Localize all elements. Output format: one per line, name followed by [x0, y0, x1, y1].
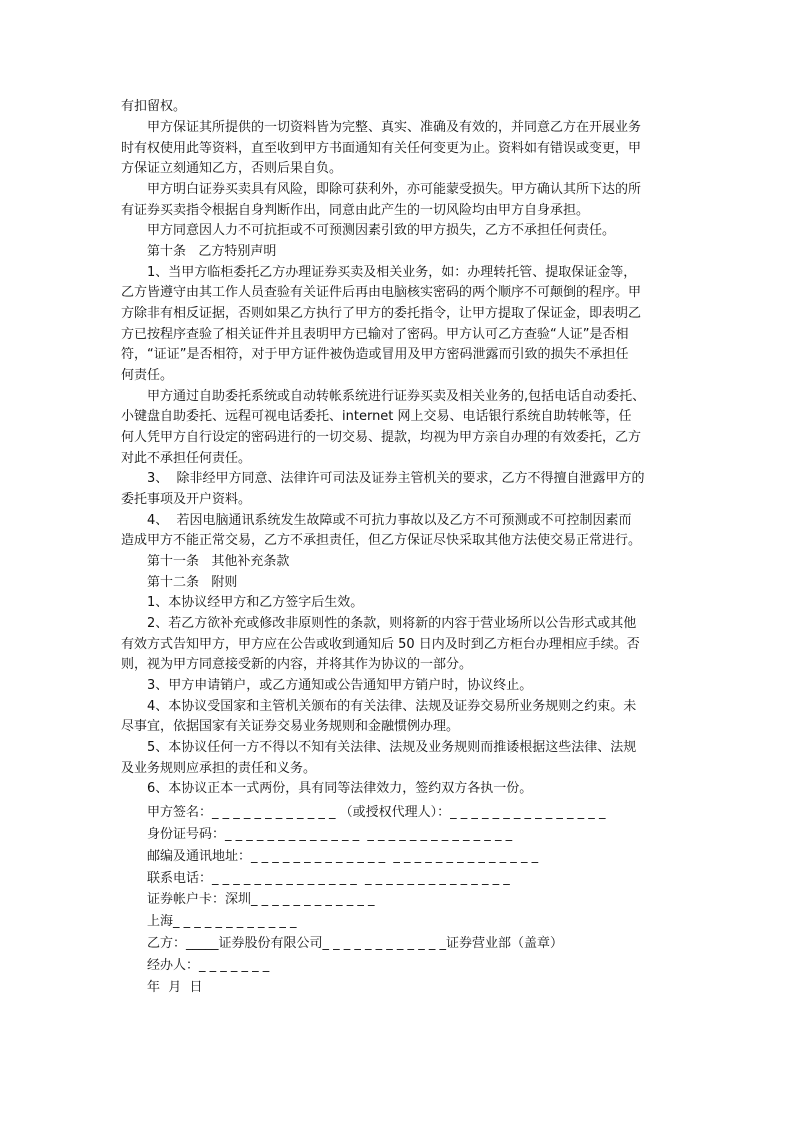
- text-line: 何人凭甲方自行设定的密码进行的一切交易、提款，均视为甲方亲自办理的有效委托，乙方: [121, 430, 642, 445]
- text-line: 造成甲方不能正常交易，乙方不承担责任，但乙方保证尽快采取其他方法使交易正常进行。: [121, 533, 642, 548]
- text-line: 5、本协议任何一方不得以不知有关法律、法规及业务规则而推诿根据这些法律、法规: [147, 740, 637, 755]
- text-line: 乙方皆遵守由其工作人员查验有关证件后再由电脑核实密码的两个顺序不可颠倒的程序。甲: [121, 285, 642, 300]
- text-line: 委托事项及开户资料。: [121, 492, 252, 507]
- text-line: 3、 除非经甲方同意、法律许可司法及证券主管机关的要求，乙方不得擅自泄露甲方的: [147, 471, 645, 486]
- id-number-field: 身份证号码：_ _ _ _ _ _ _ _ _ _ _ _ _ _ _ _ _ _ _ _ _ _ _ _ _ _ _: [147, 827, 513, 842]
- text-line: 符，“证证”是否相符，对于甲方证件被伪造或冒用及甲方密码泄露而引致的损失不承担任: [121, 347, 629, 362]
- text-line: 有效方式告知甲方，甲方应在公告或收到通知后 50 日内及时到乙方柜台办理相应手续。否: [121, 637, 640, 652]
- text-line: 有扣留权。: [121, 99, 187, 114]
- text-line: 甲方明白证券买卖具有风险，即除可获利外，亦可能蒙受损失。甲方确认其所下达的所: [147, 182, 642, 197]
- section-heading: 第十二条 附则: [147, 575, 238, 590]
- text-line: 甲方同意因人力不可抗拒或不可预测因素引致的甲方损失，乙方不承担任何责任。: [147, 223, 616, 238]
- section-heading: 第十条 乙方特别声明: [147, 244, 277, 259]
- text-line: 小键盘自助委托、远程可视电话委托、internet 网上交易、电话银行系统自助转帐等，任: [121, 409, 632, 424]
- text-line: 时有权使用此等资料，直至收到甲方书面通知有关任何变更为止。资料如有错误或变更，甲: [121, 141, 642, 156]
- account-card-shenzhen-field: 证券帐户卡：深圳_ _ _ _ _ _ _ _ _ _ _ _: [147, 892, 375, 907]
- text-line: 甲方通过自助委托系统或自动转帐系统进行证券买卖及相关业务的,包括电话自动委托、: [147, 389, 646, 404]
- text-line: 方除非有相反证据，否则如果乙方执行了甲方的委托指令，让甲方提取了保证金，即表明乙: [121, 306, 642, 321]
- text-line: 对此不承担任何责任。: [121, 451, 252, 466]
- text-line: 4、本协议受国家和主管机关颁布的有关法律、法规及证券交易所业务规则之约束。未: [147, 699, 637, 714]
- text-line: 及业务规则应承担的责任和义务。: [121, 761, 317, 776]
- text-line: 方保证立刻通知乙方，否则后果自负。: [121, 161, 343, 176]
- signature-field-party-a: 甲方签名：_ _ _ _ _ _ _ _ _ _ _ _ （或授权代理人）：_ _ _ _ _ _ _ _ _ _ _ _ _ _ _: [147, 805, 606, 820]
- text-line: 3、甲方申请销户，或乙方通知或公告通知甲方销户时，协议终止。: [147, 678, 533, 693]
- date-field: 年 月 日: [147, 980, 203, 995]
- text-line: 1、当甲方临柜委托乙方办理证券买卖及相关业务，如：办理转托管、提取保证金等，: [147, 265, 637, 280]
- text-line: 6、本协议正本一式两份，具有同等法律效力，签约双方各执一份。: [147, 781, 533, 796]
- text-line: 则，视为甲方同意接受新的内容，并将其作为协议的一部分。: [121, 657, 473, 672]
- text-line: 4、 若因电脑通讯系统发生故障或不可抗力事故以及乙方不可预测或不可控制因素而: [147, 513, 632, 528]
- text-line: 2、若乙方欲补充或修改非原则性的条款，则将新的内容于营业场所以公告形式或其他: [147, 616, 637, 631]
- text-line: 何责任。: [121, 368, 174, 383]
- address-field: 邮编及通讯地址：_ _ _ _ _ _ _ _ _ _ _ _ _ _ _ _ _ _ _ _ _ _ _ _ _ _ _: [147, 849, 539, 864]
- text-line: 甲方保证其所提供的一切资料皆为完整、真实、准确及有效的，并同意乙方在开展业务: [147, 120, 642, 135]
- text-line: 尽事宜，依据国家有关证券交易业务规则和金融惯例办理。: [121, 719, 460, 734]
- handler-field: 经办人：_ _ _ _ _ _ _: [147, 958, 270, 973]
- text-line: 有证券买卖指令根据自身判断作出，同意由此产生的一切风险均由甲方自身承担。: [121, 203, 590, 218]
- text-line: 方已按程序查验了相关证件并且表明甲方已输对了密码。甲方认可乙方查验“人证”是否相: [121, 327, 629, 342]
- section-heading: 第十一条 其他补充条款: [147, 554, 290, 569]
- phone-field: 联系电话：_ _ _ _ _ _ _ _ _ _ _ _ _ _ _ _ _ _ _ _ _ _ _ _ _ _ _ _: [147, 871, 510, 886]
- account-card-shanghai-field: 上海_ _ _ _ _ _ _ _ _ _ _ _: [147, 914, 297, 929]
- party-b-signature-field: 乙方：_____证券股份有限公司_ _ _ _ _ _ _ _ _ _ _ _证券营业部（盖章）: [147, 936, 563, 951]
- text-line: 1、本协议经甲方和乙方签字后生效。: [147, 595, 364, 610]
